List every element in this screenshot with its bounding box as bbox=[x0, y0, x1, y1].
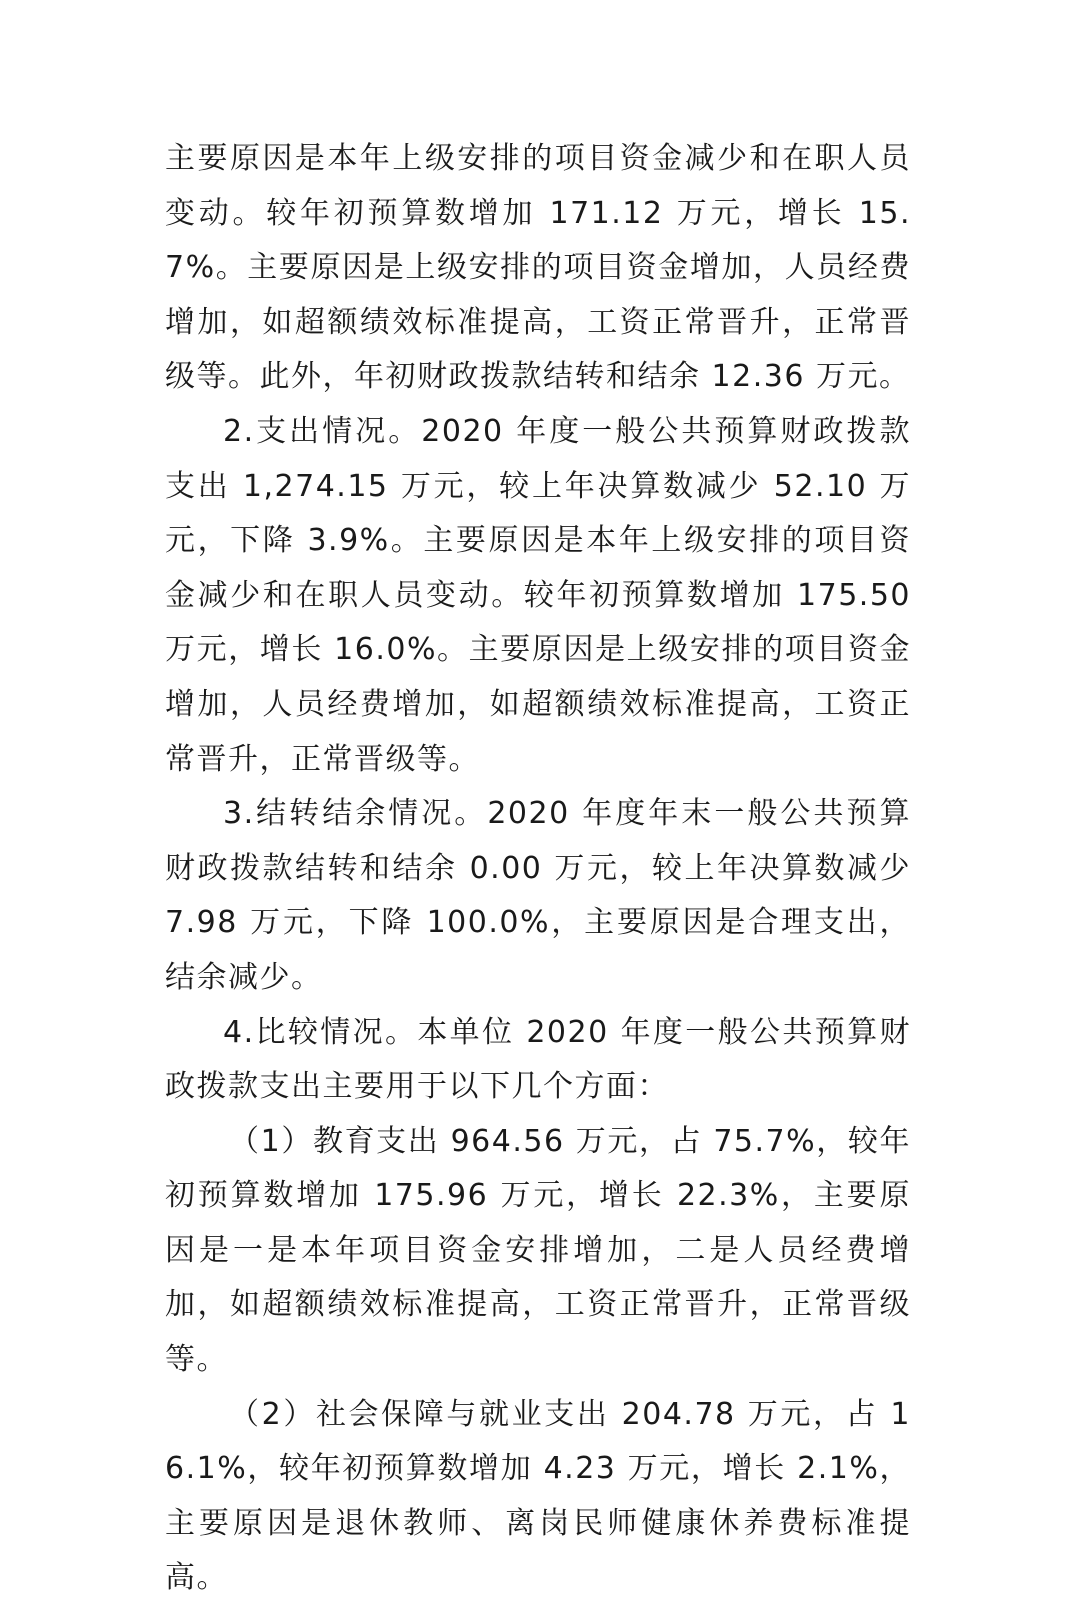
document-body bbox=[165, 132, 911, 1606]
paragraph-social-security-expenditure: （2）社会保障与就业支出 204.78 万元，占 16.1%，较年初预算数增加 4.23 万元，增长 2.1%，主要原因是退休教师、离岗民师健康休养费标准提高。 bbox=[165, 1396, 911, 1596]
paragraph-expenditure: 2.支出情况。2020 年度一般公共预算财政拨款支出 1,274.15 万元，较上年决算数减少 52.10 万元，下降 3.9%。主要原因是本年上级安排的项目资金减少和在职人员变动。较年初预算数增加 175.50 万元，增长 16.0%。主要原因是上级安排的项目资金增加，人员经费增加，如超额绩效标准提高，工资正常晋升，正常晋级等。 bbox=[165, 413, 911, 777]
paragraph-education-expenditure: （1）教育支出 964.56 万元，占 75.7%，较年初预算数增加 175.96 万元，增长 22.3%，主要原因是一是本年项目资金安排增加，二是人员经费增加，如超额绩效标准提高，工资正常晋升，正常晋级等。 bbox=[165, 1123, 911, 1378]
paragraph-carryover-balance: 3.结转结余情况。2020 年度年末一般公共预算财政拨款结转和结余 0.00 万元，较上年决算数减少 7.98 万元，下降 100.0%，主要原因是合理支出，结余减少。 bbox=[165, 796, 911, 995]
paragraph-comparison: 4.比较情况。本单位 2020 年度一般公共预算财政拨款支出主要用于以下几个方面： bbox=[165, 1014, 911, 1105]
paragraph-budget-increase-reason: 主要原因是本年上级安排的项目资金减少和在职人员变动。较年初预算数增加 171.12 万元，增长 15.7%。主要原因是上级安排的项目资金增加，人员经费增加，如超额绩效标准提高，工资正常晋升，正常晋级等。此外，年初财政拨款结转和结余 12.36 万元。 bbox=[165, 141, 911, 395]
